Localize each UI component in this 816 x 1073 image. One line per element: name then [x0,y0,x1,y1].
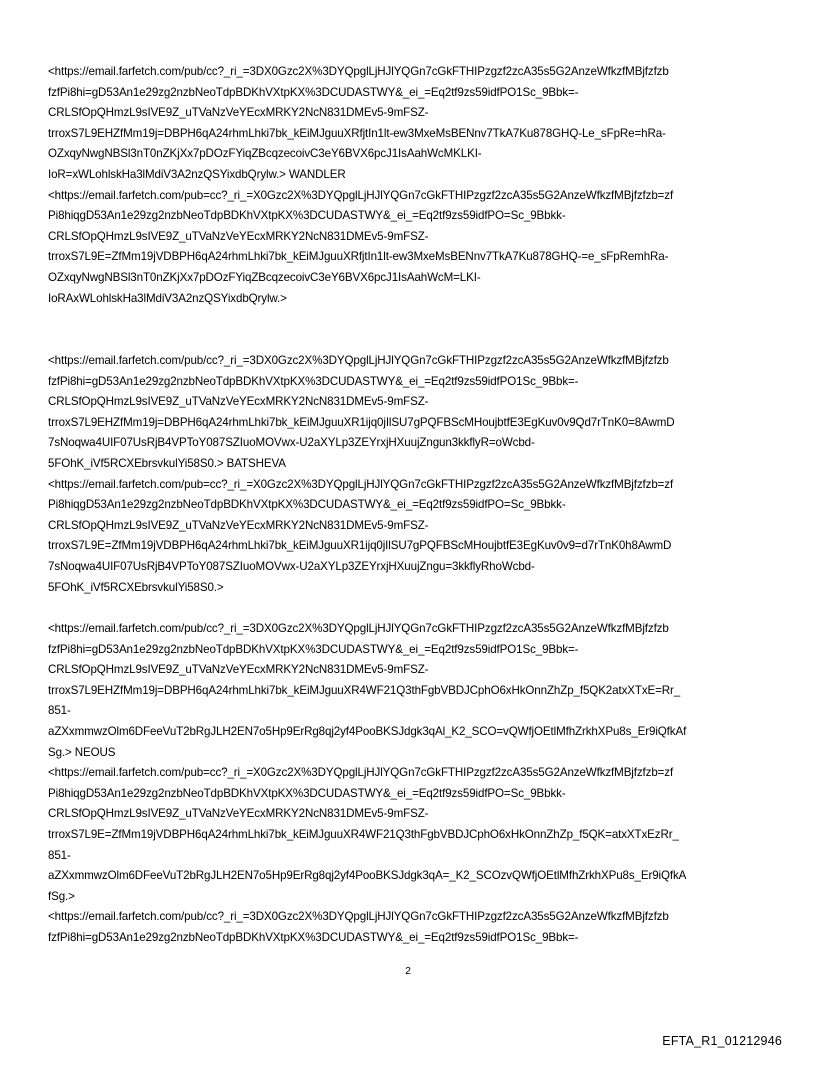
text-line: <https://email.farfetch.com/pub=cc?_ri_=X0Gzc2X%3DYQpglLjHJlYQGn7cGkFTHIPzgzf2zcA35s5G2AnzeWfkzfMBjfzfzb=zf [48,766,674,780]
link-block-neous [48,619,776,907]
text-line: IoRAxWLohlskHa3lMdiV3A2nzQSYixdbQrylw.> [48,291,287,305]
text-line: <https://email.farfetch.com/pub/cc?_ri_=3DX0Gzc2X%3DYQpglLjHJlYQGn7cGkFTHIPzgzf2zcA35s5G2AnzeWfkzfMBjfzfzb [48,622,669,635]
text-line: 5FOhK_iVf5RCXEbrsvkulYi58S0.> BATSHEVA [48,456,286,470]
text-line: OZxqyNwgNBSl3nT0nZKjXx7pDOzFYiqZBcqzecoivC3eY6BVX6pcJ1IsAahWcMKLKI- [48,147,482,161]
link-block-partial [48,907,776,948]
document-id-stamp: EFTA_R1_01212946 [662,1034,782,1048]
link-block-wandler [48,62,776,309]
text-line: <https://email.farfetch.com/pub/cc?_ri_=3DX0Gzc2X%3DYQpglLjHJlYQGn7cGkFTHIPzgzf2zcA35s5G2AnzeWfkzfMBjfzfzb [48,65,669,78]
text-line: aZXxmmwzOlm6DFeeVuT2bRgJLH2EN7o5Hp9ErRg8qj2yf4PooBKSJdgk3qA=_K2_SCOzvQWfjOEtlMfhZrkhXPu8s_Er9iQfkA [48,869,687,883]
text-line: CRLSfOpQHmzL9sIVE9Z_uTVaNzVeYEcxMRKY2NcN831DMEv5-9mFSZ- [48,663,429,677]
text-line: 851- [48,848,71,862]
text-line: Pi8hiqgD53An1e29zg2nzbNeoTdpBDKhVXtpKX%3DCUDASTWY&_ei_=Eq2tf9zs59idfPO=Sc_9Bbkk- [48,786,566,800]
text-line: IoR=xWLohlskHa3lMdiV3A2nzQSYixdbQrylw.> WANDLER [48,167,346,181]
text-line: 7sNoqwa4UIF07UsRjB4VPToY087SZIuoMOVwx-U2aXYLp3ZEYrxjHXuujZngu=3kkflyRhoWcbd- [48,559,535,573]
text-line: OZxqyNwgNBSl3nT0nZKjXx7pDOzFYiqZBcqzecoivC3eY6BVX6pcJ1IsAahWcM=LKI- [48,270,481,284]
text-line: CRLSfOpQHmzL9sIVE9Z_uTVaNzVeYEcxMRKY2NcN831DMEv5-9mFSZ- [48,807,429,821]
text-line: 851- [48,704,71,718]
text-line: CRLSfOpQHmzL9sIVE9Z_uTVaNzVeYEcxMRKY2NcN831DMEv5-9mFSZ- [48,518,429,532]
text-line: trroxS7L9EHZfMm19j=DBPH6qA24rhmLhki7bk_kEiMJguuXR1ijq0jIlSU7gPQFBScMHoujbtfE3EgKuv0v9Qd7rTnK0=8AwmD [48,415,675,429]
text-line: 7sNoqwa4UIF07UsRjB4VPToY087SZIuoMOVwx-U2aXYLp3ZEYrxjHXuujZngun3kkflyR=oWcbd- [48,436,535,450]
text-line: trroxS7L9E=ZfMm19jVDBPH6qA24rhmLhki7bk_kEiMJguuXR1ijq0jIlSU7gPQFBScMHoujbtfE3EgKuv0v9=d7rTnK0h8AwmD [48,539,672,553]
page-number: 2 [405,965,411,977]
text-line: trroxS7L9EHZfMm19j=DBPH6qA24rhmLhki7bk_kEiMJguuXR4WF21Q3thFgbVBDJCphO6xHkOnnZhZp_f5QK2atxXTxE=Rr_ [48,683,681,697]
text-line: CRLSfOpQHmzL9sIVE9Z_uTVaNzVeYEcxMRKY2NcN831DMEv5-9mFSZ- [48,229,429,243]
text-line: trroxS7L9E=ZfMm19jVDBPH6qA24rhmLhki7bk_kEiMJguuXRfjtIn1lt-ew3MxeMsBENnv7TkA7Ku878GHQ-=e_sFpRemhRa- [48,250,669,264]
text-line: aZXxmmwzOlm6DFeeVuT2bRgJLH2EN7o5Hp9ErRg8qj2yf4PooBKSJdgk3qAl_K2_SCO=vQWfjOEtlMfhZrkhXPu8s_Er9iQfkAf [48,724,687,738]
text-line: fzfPi8hi=gD53An1e29zg2nzbNeoTdpBDKhVXtpKX%3DCUDASTWY&_ei_=Eq2tf9zs59idfPO1Sc_9Bbk=- [48,374,579,388]
text-line: fSg.> [48,889,75,903]
text-line: CRLSfOpQHmzL9sIVE9Z_uTVaNzVeYEcxMRKY2NcN831DMEv5-9mFSZ- [48,395,429,409]
text-line: CRLSfOpQHmzL9sIVE9Z_uTVaNzVeYEcxMRKY2NcN831DMEv5-9mFSZ- [48,106,429,120]
text-line: fzfPi8hi=gD53An1e29zg2nzbNeoTdpBDKhVXtpKX%3DCUDASTWY&_ei_=Eq2tf9zs59idfPO1Sc_9Bbk=- [48,930,579,944]
text-line: trroxS7L9EHZfMm19j=DBPH6qA24rhmLhki7bk_kEiMJguuXRfjtIn1lt-ew3MxeMsBENnv7TkA7Ku878GHQ-Le_sFpRe=hRa- [48,126,666,140]
text-line: <https://email.farfetch.com/pub=cc?_ri_=X0Gzc2X%3DYQpglLjHJlYQGn7cGkFTHIPzgzf2zcA35s5G2AnzeWfkzfMBjfzfzb=zf [48,477,674,491]
link-block-batsheva [48,351,776,598]
text-line: Pi8hiqgD53An1e29zg2nzbNeoTdpBDKhVXtpKX%3DCUDASTWY&_ei_=Eq2tf9zs59idfPO=Sc_9Bbkk- [48,209,566,223]
text-line: trroxS7L9E=ZfMm19jVDBPH6qA24rhmLhki7bk_kEiMJguuXR4WF21Q3thFgbVBDJCphO6xHkOnnZhZp_f5QK=atxXTxEzRr_ [48,827,679,841]
text-line: fzfPi8hi=gD53An1e29zg2nzbNeoTdpBDKhVXtpKX%3DCUDASTWY&_ei_=Eq2tf9zs59idfPO1Sc_9Bbk=- [48,642,579,656]
text-line: <https://email.farfetch.com/pub=cc?_ri_=X0Gzc2X%3DYQpglLjHJlYQGn7cGkFTHIPzgzf2zcA35s5G2AnzeWfkzfMBjfzfzb=zf [48,188,674,202]
text-line: 5FOhK_iVf5RCXEbrsvkulYi58S0.> [48,580,224,594]
text-line: <https://email.farfetch.com/pub/cc?_ri_=3DX0Gzc2X%3DYQpglLjHJlYQGn7cGkFTHIPzgzf2zcA35s5G2AnzeWfkzfMBjfzfzb [48,354,669,367]
text-line: Sg.> NEOUS [48,745,116,759]
text-line: fzfPi8hi=gD53An1e29zg2nzbNeoTdpBDKhVXtpKX%3DCUDASTWY&_ei_=Eq2tf9zs59idfPO1Sc_9Bbk=- [48,85,579,99]
text-line: <https://email.farfetch.com/pub/cc?_ri_=3DX0Gzc2X%3DYQpglLjHJlYQGn7cGkFTHIPzgzf2zcA35s5G2AnzeWfkzfMBjfzfzb [48,910,669,923]
text-line: Pi8hiqgD53An1e29zg2nzbNeoTdpBDKhVXtpKX%3DCUDASTWY&_ei_=Eq2tf9zs59idfPO=Sc_9Bbkk- [48,498,566,512]
